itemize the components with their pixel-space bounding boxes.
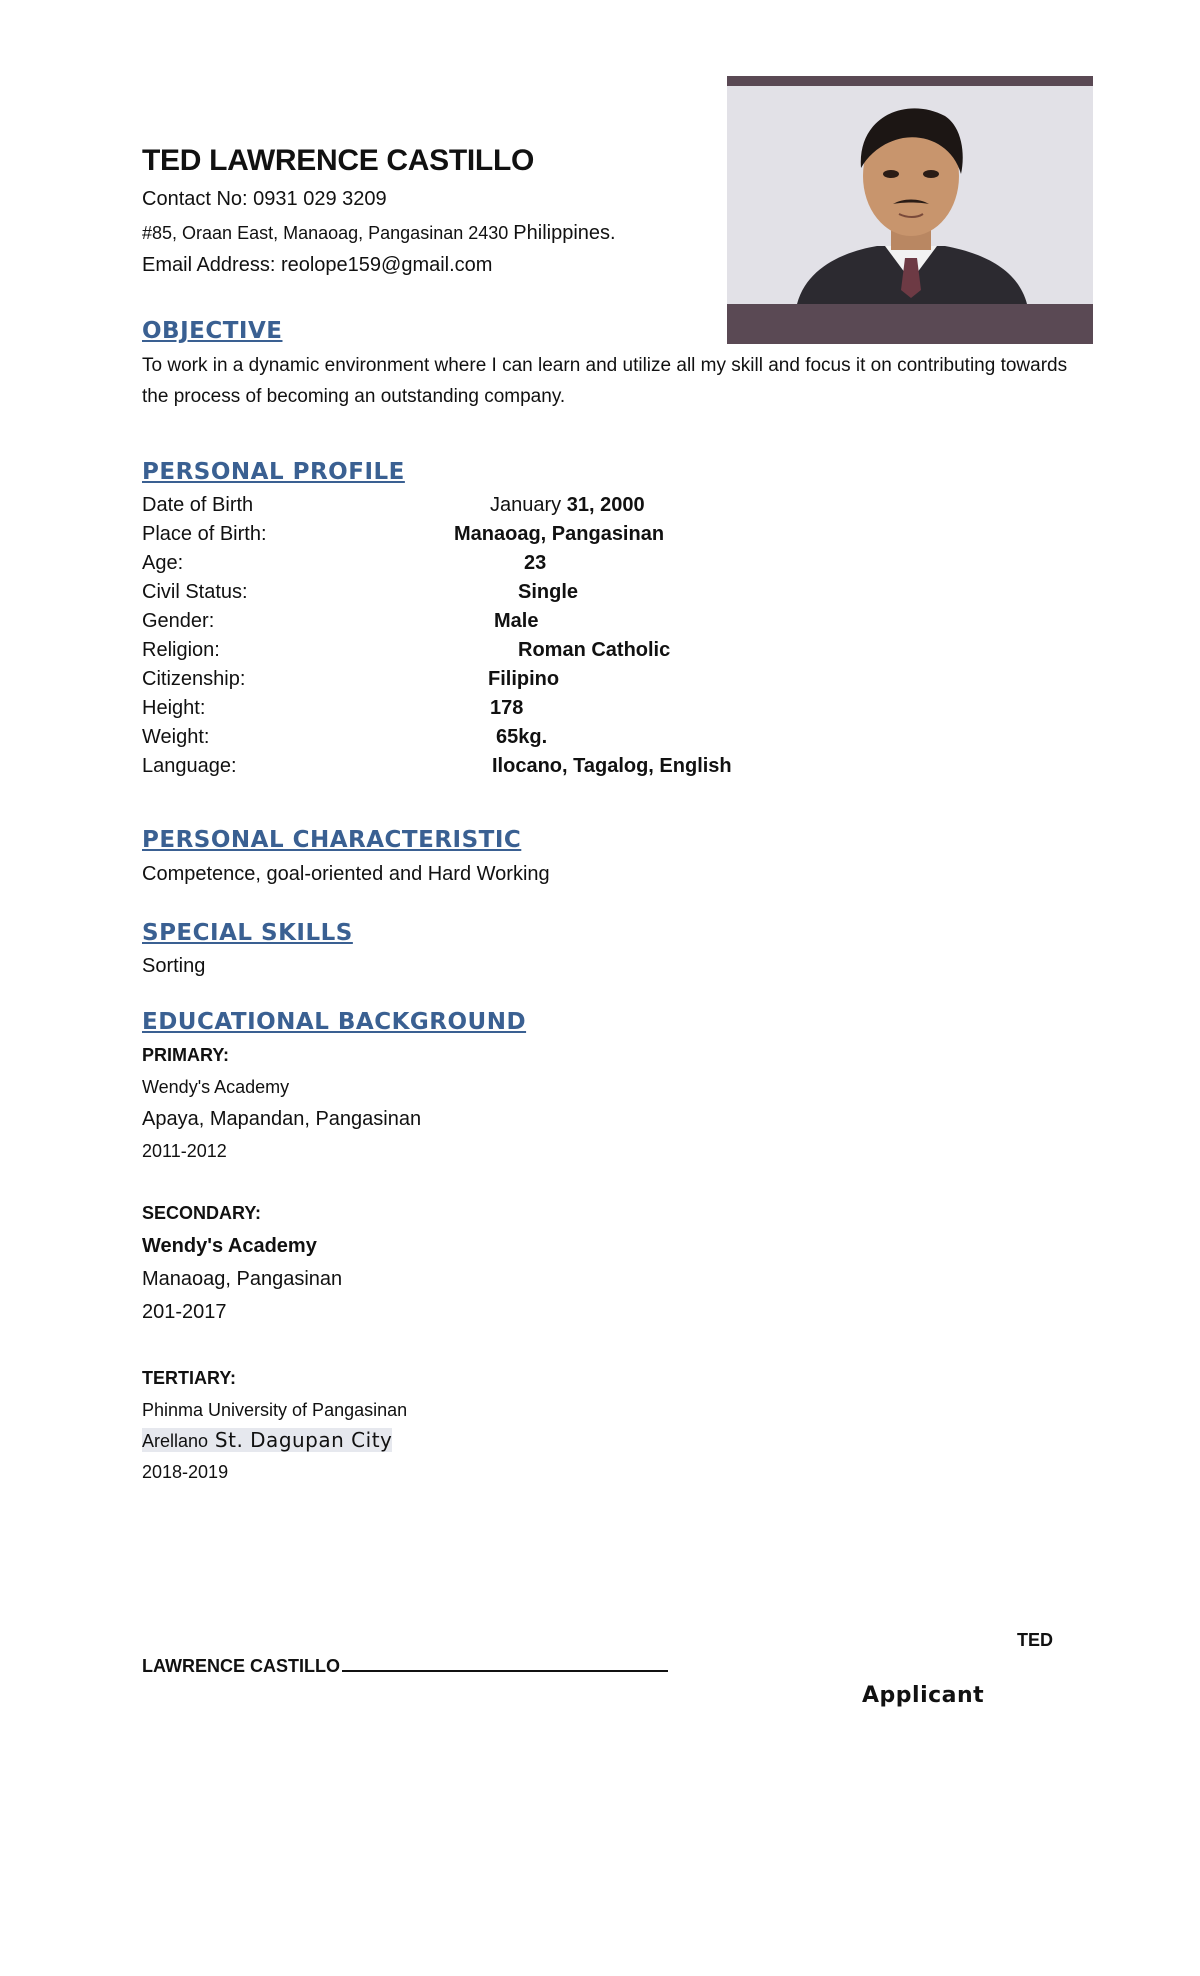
address-country: Philippines. [513,222,616,244]
primary-years: 2011-2012 [142,1141,227,1161]
profile-value-birthdate [490,494,645,517]
applicant-portrait [727,76,1093,344]
profile-label-weight: Weight: [142,726,210,748]
characteristic-text: Competence, goal-oriented and Hard Working [142,863,550,885]
personal-profile-heading: PERSONAL PROFILE [142,459,405,485]
skills-text: Sorting [142,955,206,977]
profile-value-birthplace: Manaoag, Pangasinan [454,523,665,545]
profile-label-birthdate: Date of Birth [142,494,254,516]
profile-value-religion: Roman Catholic [518,639,671,661]
profile-label-height: Height: [142,697,206,719]
characteristic-heading: PERSONAL CHARACTERISTIC [142,827,522,853]
objective-text: To work in a dynamic environment where I can learn and utilize all my skill and focus it on contributing towards the process of becoming an outstanding company. [142,355,1068,407]
primary-school: Wendy's Academy [142,1077,290,1097]
profile-label-language: Language: [142,755,237,777]
applicant-name: TED LAWRENCE CASTILLO [142,144,535,177]
applicant-photo [727,76,1093,344]
profile-label-civil-status: Civil Status: [142,581,248,603]
birthdate-day-year: 31, 2000 [566,494,645,516]
profile-value-gender: Male [494,610,539,632]
tertiary-location [142,1428,392,1452]
profile-label-citizenship: Citizenship: [142,668,246,690]
signature-line [142,1656,668,1677]
tertiary-location-prefix: Arellano [142,1431,209,1451]
primary-label: PRIMARY: [142,1045,229,1065]
tertiary-school: Phinma University of Pangasinan [142,1400,408,1420]
profile-label-religion: Religion: [142,639,220,661]
profile-value-civil-status: Single [518,581,579,603]
email-address: Email Address: reolope159@gmail.com [142,254,493,276]
profile-value-language: Ilocano, Tagalog, English [492,755,732,777]
applicant-label: Applicant [862,1683,985,1708]
secondary-school: Wendy's Academy [142,1235,317,1257]
skills-heading: SPECIAL SKILLS [142,920,353,946]
objective-heading: OBJECTIVE [142,318,283,344]
profile-value-age: 23 [524,552,547,574]
secondary-location: Manaoag, Pangasinan [142,1268,343,1290]
address-line: #85, Oraan East, Manaoag, Pangasinan 2430 [142,223,509,243]
secondary-years: 201-2017 [142,1301,227,1323]
tertiary-years: 2018-2019 [142,1462,229,1482]
profile-label-birthplace: Place of Birth: [142,523,267,545]
tertiary-label: TERTIARY: [142,1368,236,1388]
profile-value-weight: 65kg. [496,726,548,748]
signature-first-name: TED [1017,1630,1053,1650]
profile-label-age: Age: [142,552,184,574]
signature-underline [342,1656,668,1672]
primary-location: Apaya, Mapandan, Pangasinan [142,1108,422,1130]
tertiary-location-city: St. Dagupan City [208,1428,393,1452]
secondary-label: SECONDARY: [142,1203,262,1223]
signature-last-name: LAWRENCE CASTILLO [142,1656,340,1676]
education-heading: EDUCATIONAL BACKGROUND [142,1009,527,1035]
profile-label-gender: Gender: [142,610,215,632]
address [142,222,616,245]
birthdate-month: January [490,494,567,516]
contact-number: Contact No: 0931 029 3209 [142,188,387,210]
profile-value-height: 178 [490,697,524,719]
profile-value-citizenship: Filipino [488,668,560,690]
